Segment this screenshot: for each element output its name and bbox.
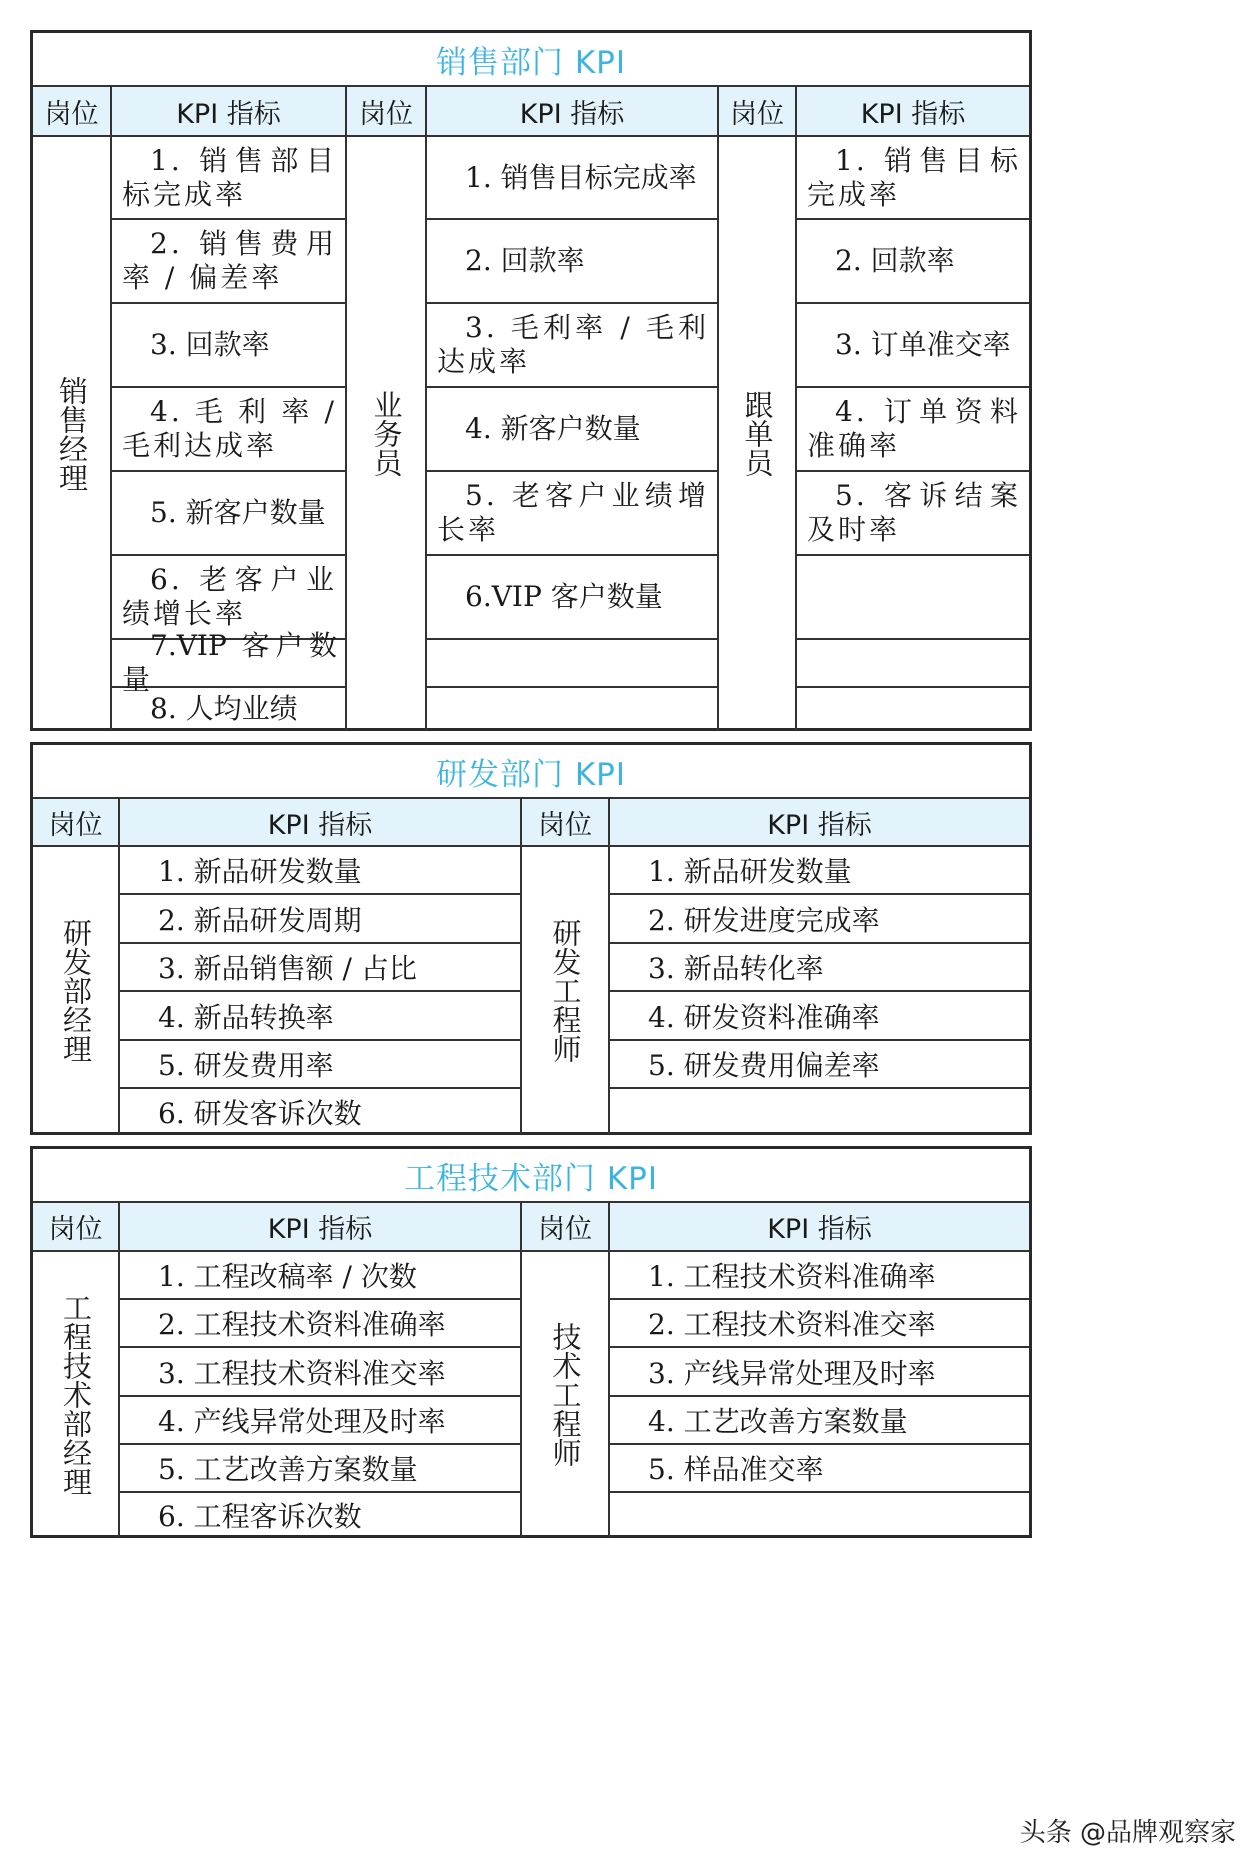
kpi-cell: 3. 产线异常处理及时率 <box>610 1348 1029 1397</box>
kpi-cell: 6.VIP 客户数量 <box>427 556 719 640</box>
kpi-cell: 5. 研发费用率 <box>120 1041 520 1089</box>
kpi-cell: 5. 样品准交率 <box>610 1445 1029 1493</box>
kpi-cell: 3. 工程技术资料准交率 <box>120 1348 520 1397</box>
sales-kpi-table <box>30 30 1032 731</box>
kpi-cell: 4. 产线异常处理及时率 <box>120 1397 520 1445</box>
kpi-cell: 2. 销售费用率 / 偏差率 <box>112 220 347 304</box>
role-engineering-manager <box>33 1252 120 1537</box>
role-rnd-manager <box>33 847 120 1134</box>
kpi-cell: 6. 工程客诉次数 <box>158 1500 362 1533</box>
kpi-cell: 3. 新品转化率 <box>610 944 1029 992</box>
sales-body <box>33 137 1029 730</box>
kpi-cell: 6. 老客户业绩增长率 <box>112 556 347 640</box>
kpi-cell: 1. 工程改稿率 / 次数 <box>120 1252 520 1300</box>
salesperson-kpi-list <box>427 137 719 730</box>
kpi-cell: 2. 工程技术资料准确率 <box>120 1300 520 1348</box>
kpi-cell: 5. 新客户数量 <box>112 472 347 556</box>
kpi-cell: 1. 销售目标完成率 <box>797 137 1029 220</box>
role-label: 技术工程师 <box>548 1322 583 1467</box>
rnd-title-text: 研发部门 KPI <box>435 756 627 793</box>
engineering-table-title <box>33 1149 1029 1203</box>
kpi-cell: 2. 新品研发周期 <box>120 895 520 944</box>
sales-header-kpi-3: KPI 指标 <box>797 87 1029 137</box>
role-salesperson <box>347 137 427 730</box>
kpi-cell: 5. 研发费用偏差率 <box>610 1041 1029 1089</box>
kpi-cell-empty <box>610 1089 1029 1134</box>
kpi-cell: 5. 客诉结案及时率 <box>797 472 1029 556</box>
kpi-cell: 3. 订单准交率 <box>797 304 1029 388</box>
role-label: 研发部经理 <box>59 918 93 1063</box>
engineering-title-text: 工程技术部门 KPI <box>403 1160 659 1197</box>
sales-header-row <box>33 87 1029 137</box>
rnd-header-position-2: 岗位 <box>522 799 610 847</box>
role-rnd-engineer <box>522 847 610 1134</box>
kpi-cell: 2. 回款率 <box>797 220 1029 304</box>
role-label: 研发工程师 <box>548 918 583 1063</box>
kpi-cell: 3. 回款率 <box>112 304 347 388</box>
engineering-header-position-1: 岗位 <box>33 1203 120 1252</box>
role-sales-manager <box>33 137 112 730</box>
kpi-cell: 1. 新品研发数量 <box>120 847 520 895</box>
kpi-cell: 3. 毛利率 / 毛利达成率 <box>427 304 719 388</box>
kpi-cell-empty <box>610 1493 1029 1537</box>
kpi-cell: 4. 研发资料准确率 <box>610 992 1029 1041</box>
sales-header-position-2: 岗位 <box>347 87 427 137</box>
role-label: 业务员 <box>369 390 404 477</box>
role-technical-engineer <box>522 1252 610 1537</box>
kpi-cell: 4. 订单资料准确率 <box>797 388 1029 472</box>
role-label: 工程技术部经理 <box>59 1293 93 1496</box>
kpi-cell-empty <box>797 556 1029 640</box>
kpi-cell: 4. 新客户数量 <box>427 388 719 472</box>
engineering-header-kpi-2: KPI 指标 <box>610 1203 1029 1252</box>
technical-engineer-kpi-list <box>610 1252 1029 1537</box>
sales-header-position-3: 岗位 <box>719 87 797 137</box>
kpi-cell: 4. 毛 利 率 / 毛利达成率 <box>112 388 347 472</box>
rnd-table-title <box>33 745 1029 799</box>
kpi-cell-empty <box>797 640 1029 688</box>
engineering-header-position-2: 岗位 <box>522 1203 610 1252</box>
kpi-cell: 5. 老客户业绩增长率 <box>427 472 719 556</box>
kpi-cell: 4. 新品转换率 <box>120 992 520 1041</box>
rnd-header-row <box>33 799 1029 847</box>
rnd-manager-kpi-list <box>120 847 522 1134</box>
kpi-cell-empty <box>427 640 719 688</box>
order-follower-kpi-list <box>797 137 1029 730</box>
kpi-cell: 7.VIP 客户数量 <box>112 640 347 688</box>
sales-header-kpi-2: KPI 指标 <box>427 87 719 137</box>
kpi-cell: 4. 工艺改善方案数量 <box>610 1397 1029 1445</box>
sales-table-title <box>33 33 1029 87</box>
kpi-cell: 1. 销售目标完成率 <box>427 137 719 220</box>
kpi-cell-empty <box>797 688 1029 730</box>
sales-header-position-1: 岗位 <box>33 87 112 137</box>
rnd-header-kpi-2: KPI 指标 <box>610 799 1029 847</box>
rnd-engineer-kpi-list <box>610 847 1029 1134</box>
rnd-header-position-1: 岗位 <box>33 799 120 847</box>
sales-title-text: 销售部门 KPI <box>435 44 627 81</box>
kpi-cell: 2. 研发进度完成率 <box>610 895 1029 944</box>
rnd-header-kpi-1: KPI 指标 <box>120 799 522 847</box>
kpi-cell: 6. 研发客诉次数 <box>158 1096 362 1130</box>
kpi-cell: 1. 新品研发数量 <box>610 847 1029 895</box>
role-order-follower <box>719 137 797 730</box>
watermark: 头条 @品牌观察家 <box>1019 1818 1236 1848</box>
kpi-cell-empty <box>427 688 719 730</box>
sales-manager-kpi-list <box>112 137 347 730</box>
rnd-body <box>33 847 1029 1134</box>
kpi-cell: 5. 工艺改善方案数量 <box>120 1445 520 1493</box>
kpi-cell: 2. 工程技术资料准交率 <box>610 1300 1029 1348</box>
engineering-header-kpi-1: KPI 指标 <box>120 1203 522 1252</box>
rnd-kpi-table <box>30 742 1032 1135</box>
role-label: 跟单员 <box>740 390 775 477</box>
kpi-cell: 1. 工程技术资料准确率 <box>610 1252 1029 1300</box>
kpi-cell: 8. 人均业绩 <box>112 688 347 730</box>
engineering-kpi-table <box>30 1146 1032 1538</box>
kpi-cell: 3. 新品销售额 / 占比 <box>120 944 520 992</box>
engineering-manager-kpi-list <box>120 1252 522 1537</box>
kpi-cell: 2. 回款率 <box>427 220 719 304</box>
engineering-header-row <box>33 1203 1029 1252</box>
kpi-cell: 1. 销售部目标完成率 <box>112 137 347 220</box>
sales-header-kpi-1: KPI 指标 <box>112 87 347 137</box>
role-label: 销售经理 <box>55 375 89 492</box>
engineering-body <box>33 1252 1029 1537</box>
